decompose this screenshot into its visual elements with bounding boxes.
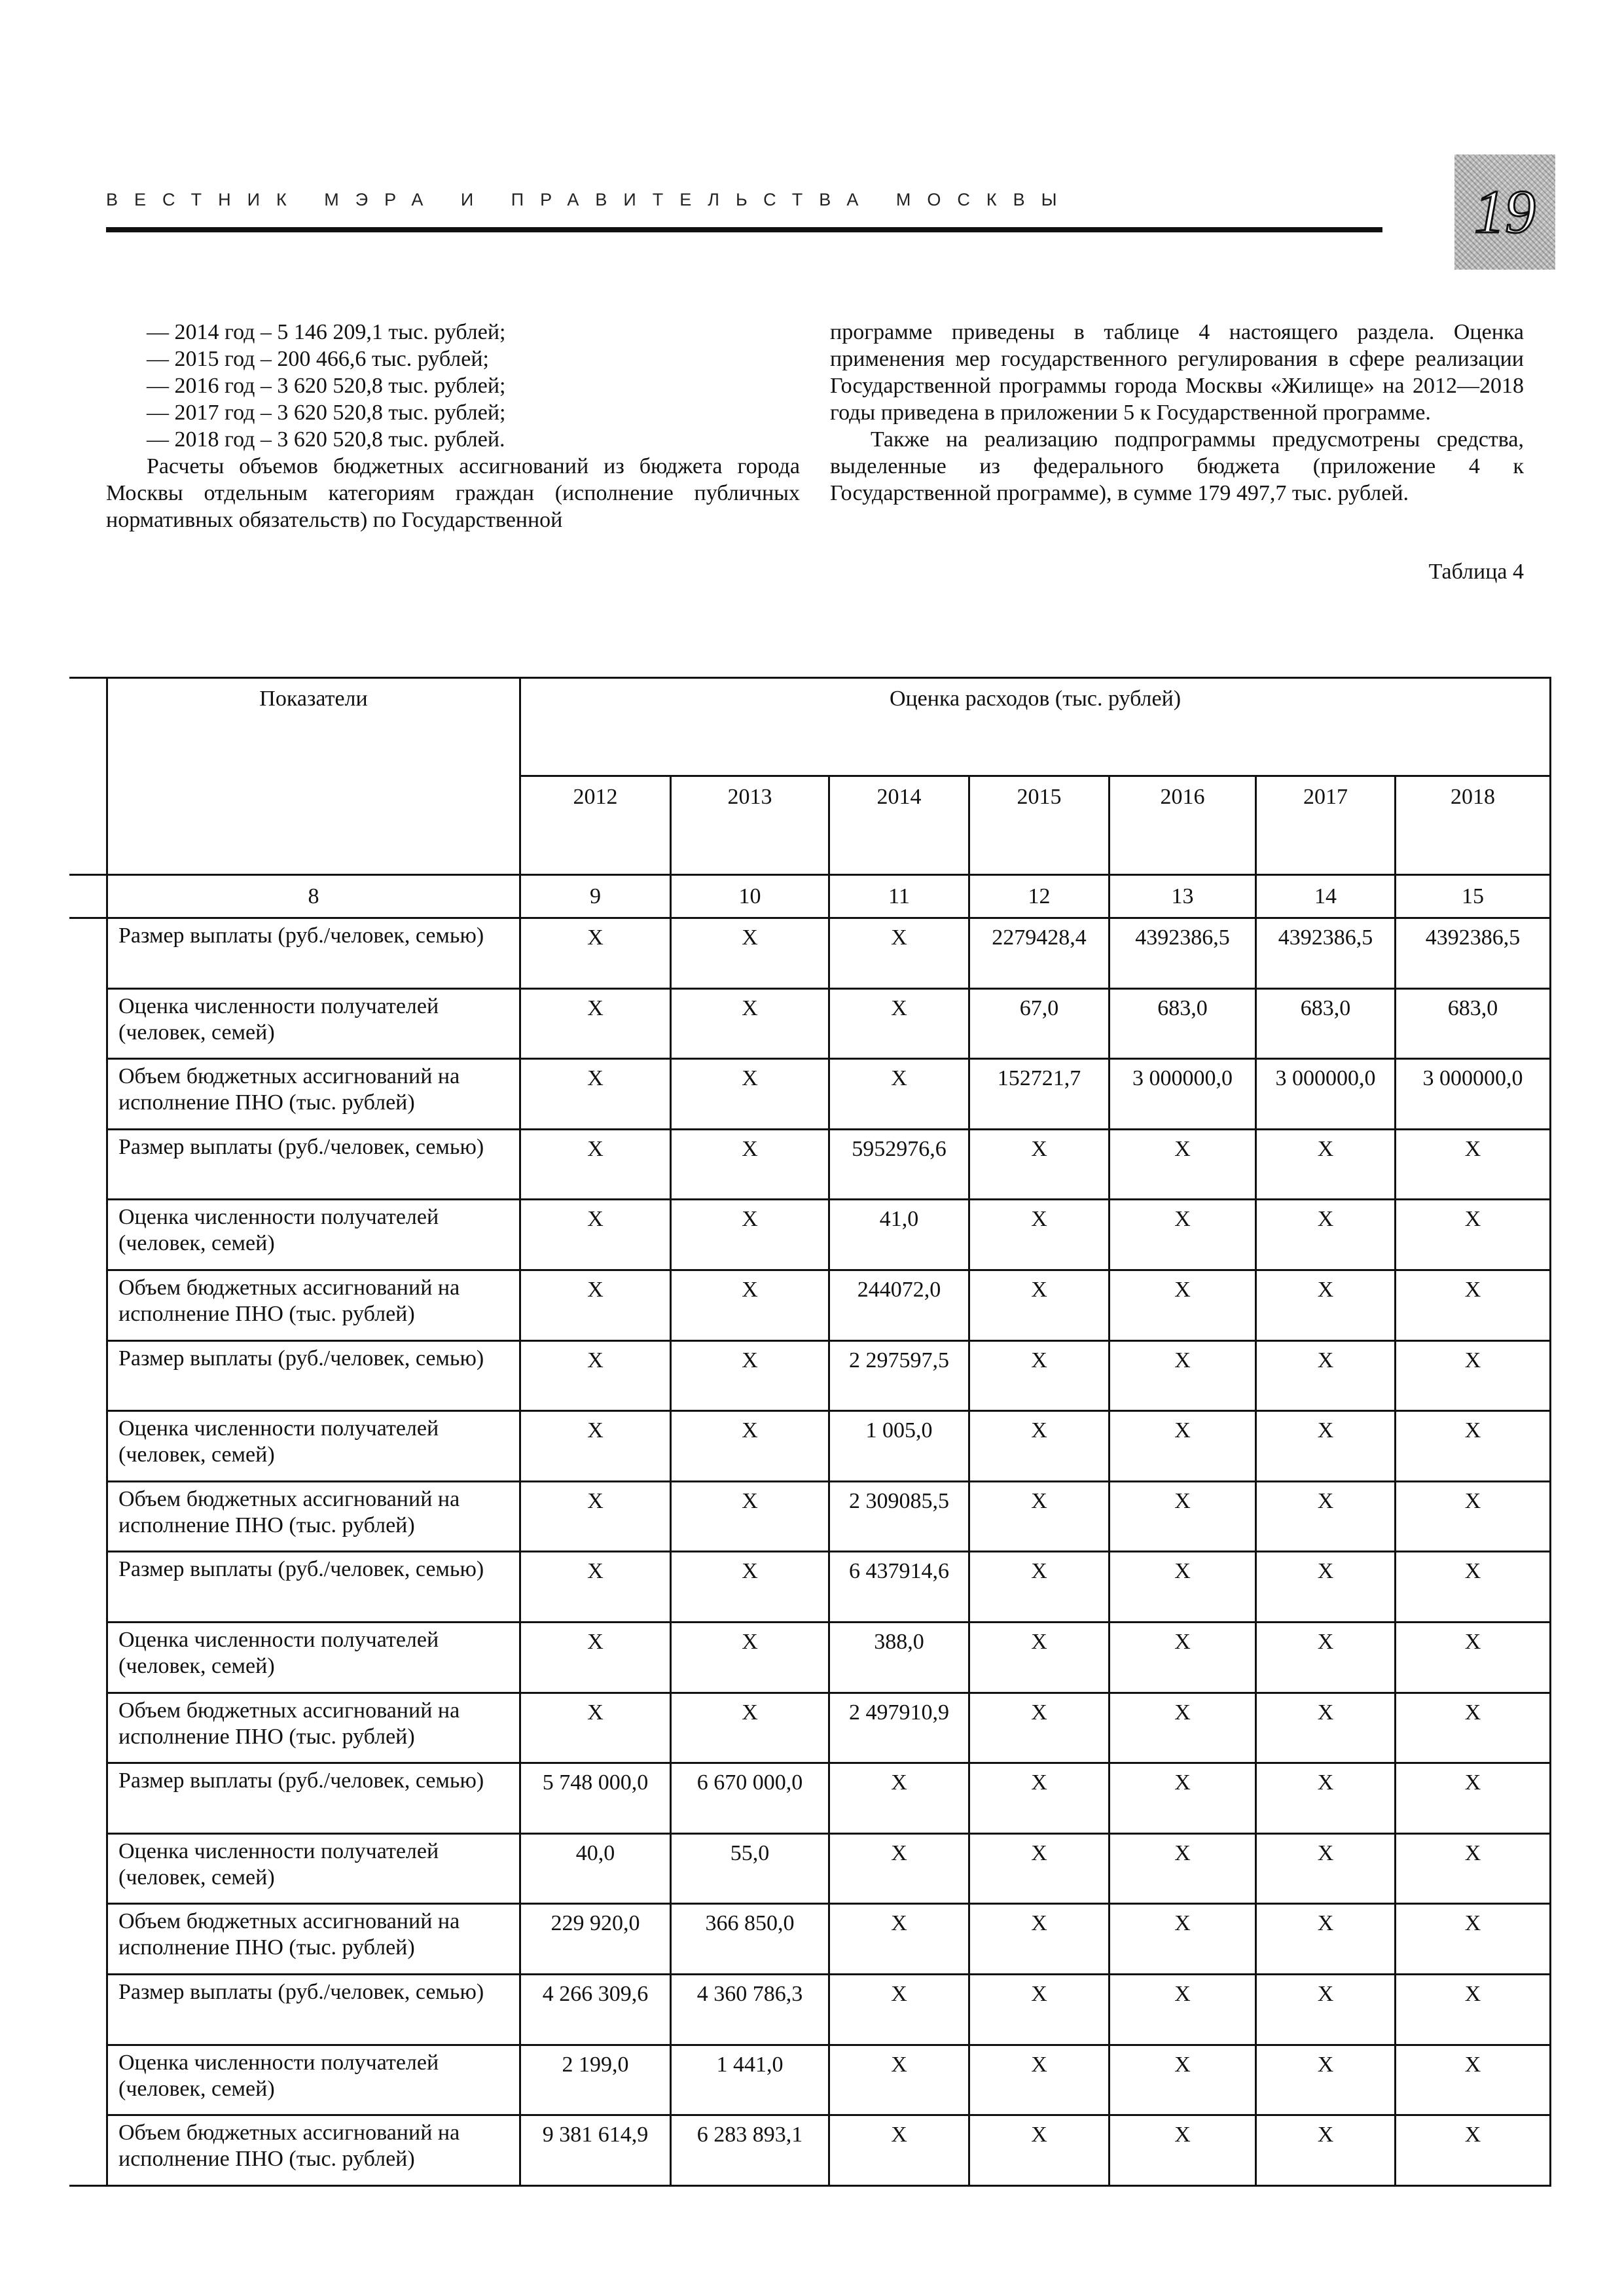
value-cell: Х — [969, 1129, 1110, 1200]
row-label: Размер выплаты (руб./человек, семью) — [107, 1552, 520, 1623]
page-number: 19 — [1474, 178, 1536, 246]
value-cell: 55,0 — [671, 1833, 829, 1904]
year-cell: 2017 — [1256, 776, 1396, 875]
value-cell: Х — [1110, 1270, 1256, 1340]
value-cell: 4392386,5 — [1256, 918, 1396, 989]
left-rule-bottom — [69, 2185, 107, 2187]
value-cell: 2 497910,9 — [829, 1693, 969, 1763]
left-column — [106, 319, 800, 533]
row-label: Объем бюджетных ассигнований на исполнение ПНО (тыс. рублей) — [107, 1481, 520, 1552]
column-number: 15 — [1396, 875, 1551, 918]
value-cell: Х — [969, 2045, 1110, 2115]
value-cell: Х — [1256, 1974, 1396, 2045]
value-cell: Х — [969, 1552, 1110, 1623]
value-cell: Х — [671, 988, 829, 1059]
budget-line-2016: — 2016 год – 3 620 520,8 тыс. рублей; — [147, 374, 506, 398]
column-number: 13 — [1110, 875, 1256, 918]
value-cell: 683,0 — [1256, 988, 1396, 1059]
value-cell: Х — [520, 1411, 671, 1482]
value-cell: 4392386,5 — [1396, 918, 1551, 989]
value-cell: Х — [1110, 1411, 1256, 1482]
column-number: 8 — [107, 875, 520, 918]
value-cell: Х — [1110, 1552, 1256, 1623]
value-cell: Х — [1110, 1693, 1256, 1763]
table-row — [107, 1411, 1551, 1482]
value-cell: Х — [969, 2115, 1110, 2186]
value-cell: Х — [520, 1200, 671, 1270]
value-cell: 4 360 786,3 — [671, 1974, 829, 2045]
value-cell: 3 000000,0 — [1110, 1059, 1256, 1130]
value-cell: Х — [1396, 2045, 1551, 2115]
value-cell: Х — [969, 1481, 1110, 1552]
value-cell: Х — [1110, 1622, 1256, 1693]
value-cell: 6 283 893,1 — [671, 2115, 829, 2186]
header-estimate: Оценка расходов (тыс. рублей) — [520, 678, 1551, 776]
value-cell: Х — [1256, 1622, 1396, 1693]
value-cell: Х — [1110, 1763, 1256, 1834]
value-cell: Х — [671, 1622, 829, 1693]
column-number: 14 — [1256, 875, 1396, 918]
budget-line-2017: — 2017 год – 3 620 520,8 тыс. рублей; — [147, 401, 506, 425]
value-cell: Х — [520, 1129, 671, 1200]
table-row — [107, 1833, 1551, 1904]
value-cell: Х — [520, 918, 671, 989]
value-cell: Х — [1396, 1481, 1551, 1552]
value-cell: Х — [520, 1340, 671, 1411]
value-cell: Х — [1256, 1763, 1396, 1834]
value-cell: Х — [1396, 1763, 1551, 1834]
value-cell: Х — [1256, 1340, 1396, 1411]
value-cell: 3 000000,0 — [1396, 1059, 1551, 1130]
value-cell: Х — [1396, 1411, 1551, 1482]
column-number-row — [107, 875, 1551, 918]
value-cell: 5952976,6 — [829, 1129, 969, 1200]
row-label: Оценка численности получателей (человек, семей) — [107, 1200, 520, 1270]
value-cell: Х — [1396, 1622, 1551, 1693]
value-cell: Х — [1256, 1270, 1396, 1340]
value-cell: 67,0 — [969, 988, 1110, 1059]
table-row — [107, 2045, 1551, 2115]
value-cell: Х — [1256, 1552, 1396, 1623]
budget-line-2018: — 2018 год – 3 620 520,8 тыс. рублей. — [147, 427, 505, 452]
value-cell: Х — [1110, 1833, 1256, 1904]
value-cell: 388,0 — [829, 1622, 969, 1693]
row-label: Размер выплаты (руб./человек, семью) — [107, 1340, 520, 1411]
value-cell: 41,0 — [829, 1200, 969, 1270]
row-label: Оценка численности получателей (человек, семей) — [107, 1411, 520, 1482]
value-cell: 6 670 000,0 — [671, 1763, 829, 1834]
value-cell: Х — [1256, 1200, 1396, 1270]
value-cell: Х — [1396, 1833, 1551, 1904]
left-rule-top — [69, 677, 107, 679]
value-cell: Х — [671, 1481, 829, 1552]
value-cell: 1 441,0 — [671, 2045, 829, 2115]
row-label: Оценка численности получателей (человек, семей) — [107, 1833, 520, 1904]
column-number: 12 — [969, 875, 1110, 918]
column-number: 9 — [520, 875, 671, 918]
row-label: Объем бюджетных ассигнований на исполнение ПНО (тыс. рублей) — [107, 1904, 520, 1975]
value-cell: Х — [520, 1552, 671, 1623]
table-row — [107, 1622, 1551, 1693]
value-cell: 2279428,4 — [969, 918, 1110, 989]
value-cell: Х — [520, 1481, 671, 1552]
table-row — [107, 1763, 1551, 1834]
table-row — [107, 1340, 1551, 1411]
table-row — [107, 2115, 1551, 2186]
value-cell: 2 309085,5 — [829, 1481, 969, 1552]
value-cell: 366 850,0 — [671, 1904, 829, 1975]
value-cell: Х — [671, 918, 829, 989]
value-cell: Х — [969, 1200, 1110, 1270]
value-cell: Х — [969, 1270, 1110, 1340]
year-cell: 2016 — [1110, 776, 1256, 875]
value-cell: Х — [969, 1763, 1110, 1834]
row-label: Объем бюджетных ассигнований на исполнение ПНО (тыс. рублей) — [107, 1059, 520, 1130]
value-cell: Х — [671, 1059, 829, 1130]
value-cell: 4392386,5 — [1110, 918, 1256, 989]
value-cell: Х — [969, 1833, 1110, 1904]
value-cell: 9 381 614,9 — [520, 2115, 671, 2186]
header-indicators: Показатели — [107, 678, 520, 875]
value-cell: Х — [969, 1904, 1110, 1975]
year-cell: 2018 — [1396, 776, 1551, 875]
value-cell: 229 920,0 — [520, 1904, 671, 1975]
table-row — [107, 1693, 1551, 1763]
value-cell: 6 437914,6 — [829, 1552, 969, 1623]
value-cell: Х — [520, 1622, 671, 1693]
value-cell: Х — [1396, 2115, 1551, 2186]
value-cell: Х — [969, 1693, 1110, 1763]
value-cell: Х — [1256, 2045, 1396, 2115]
column-number: 11 — [829, 875, 969, 918]
table-row — [107, 988, 1551, 1059]
year-cell: 2014 — [829, 776, 969, 875]
table-caption: Таблица 4 — [1428, 560, 1524, 584]
right-paragraph-1: программе приведены в таблице 4 настоящего раздела. Оценка применения мер государственного регулирования в сфере реализации Государственной программы города Москвы «Жилище» на 2012—2018 годы приведена в приложении 5 к Государственной программе. — [830, 320, 1524, 425]
value-cell: 152721,7 — [969, 1059, 1110, 1130]
value-cell: Х — [1110, 1974, 1256, 2045]
budget-line-2014: — 2014 год – 5 146 209,1 тыс. рублей; — [147, 320, 506, 344]
value-cell: Х — [1256, 1129, 1396, 1200]
value-cell: 40,0 — [520, 1833, 671, 1904]
estimate-table — [106, 677, 1551, 2187]
value-cell: Х — [671, 1552, 829, 1623]
value-cell: Х — [829, 2115, 969, 2186]
value-cell: Х — [671, 1693, 829, 1763]
value-cell: Х — [520, 1693, 671, 1763]
value-cell: Х — [829, 1974, 969, 2045]
left-rule-mid — [69, 874, 107, 876]
value-cell: Х — [520, 988, 671, 1059]
value-cell: Х — [829, 988, 969, 1059]
row-label: Оценка численности получателей (человек, семей) — [107, 2045, 520, 2115]
row-label: Размер выплаты (руб./человек, семью) — [107, 1974, 520, 2045]
table-row — [107, 1974, 1551, 2045]
left-rule-body — [69, 917, 107, 919]
value-cell: Х — [829, 1833, 969, 1904]
value-cell: Х — [520, 1270, 671, 1340]
value-cell: Х — [1110, 1200, 1256, 1270]
value-cell: 5 748 000,0 — [520, 1763, 671, 1834]
value-cell: Х — [969, 1622, 1110, 1693]
value-cell: Х — [1256, 2115, 1396, 2186]
row-label: Размер выплаты (руб./человек, семью) — [107, 1129, 520, 1200]
value-cell: Х — [671, 1129, 829, 1200]
value-cell: 683,0 — [1396, 988, 1551, 1059]
value-cell: 4 266 309,6 — [520, 1974, 671, 2045]
value-cell: Х — [1256, 1481, 1396, 1552]
table-row — [107, 1904, 1551, 1975]
table-row — [107, 1200, 1551, 1270]
value-cell: Х — [1396, 1693, 1551, 1763]
value-cell: 683,0 — [1110, 988, 1256, 1059]
value-cell: Х — [1110, 2115, 1256, 2186]
value-cell: Х — [1396, 1904, 1551, 1975]
value-cell: Х — [671, 1411, 829, 1482]
table-row — [107, 1129, 1551, 1200]
right-column — [830, 319, 1524, 507]
value-cell: Х — [969, 1340, 1110, 1411]
row-label: Объем бюджетных ассигнований на исполнение ПНО (тыс. рублей) — [107, 1270, 520, 1340]
value-cell: Х — [1110, 1340, 1256, 1411]
value-cell: Х — [1396, 1200, 1551, 1270]
value-cell: Х — [1396, 1129, 1551, 1200]
table-row — [107, 918, 1551, 989]
value-cell: Х — [1396, 1552, 1551, 1623]
row-label: Размер выплаты (руб./человек, семью) — [107, 1763, 520, 1834]
value-cell: 1 005,0 — [829, 1411, 969, 1482]
year-cell: 2015 — [969, 776, 1110, 875]
budget-line-2015: — 2015 год – 200 466,6 тыс. рублей; — [147, 347, 489, 371]
header-rule — [106, 227, 1382, 232]
value-cell: Х — [1256, 1693, 1396, 1763]
table-row — [107, 1552, 1551, 1623]
value-cell: 2 199,0 — [520, 2045, 671, 2115]
value-cell: Х — [1110, 2045, 1256, 2115]
journal-title: ВЕСТНИК МЭРА И ПРАВИТЕЛЬСТВА МОСКВЫ — [106, 190, 1074, 209]
table-body — [107, 918, 1551, 2186]
table-row — [107, 1059, 1551, 1130]
left-paragraph: Расчеты объемов бюджетных ассигнований из бюджета города Москвы отдельным категориям граждан (исполнение публичных нормативных обязательств) по Государственной — [106, 454, 800, 532]
value-cell: 3 000000,0 — [1256, 1059, 1396, 1130]
page-number-box — [1454, 154, 1555, 270]
table-row — [107, 1481, 1551, 1552]
row-label: Размер выплаты (руб./человек, семью) — [107, 918, 520, 989]
year-cell: 2012 — [520, 776, 671, 875]
value-cell: Х — [1110, 1129, 1256, 1200]
value-cell: Х — [969, 1411, 1110, 1482]
value-cell: Х — [1396, 1270, 1551, 1340]
column-number: 10 — [671, 875, 829, 918]
value-cell: Х — [1256, 1833, 1396, 1904]
value-cell: Х — [1110, 1481, 1256, 1552]
value-cell: Х — [829, 918, 969, 989]
row-label: Оценка численности получателей (человек, семей) — [107, 988, 520, 1059]
value-cell: 2 297597,5 — [829, 1340, 969, 1411]
value-cell: Х — [671, 1340, 829, 1411]
value-cell: Х — [829, 1059, 969, 1130]
value-cell: Х — [969, 1974, 1110, 2045]
value-cell: Х — [1256, 1904, 1396, 1975]
value-cell: Х — [1110, 1904, 1256, 1975]
right-paragraph-2: Также на реализацию подпрограммы предусмотрены средства, выделенные из федерального бюджета (приложение 4 к Государственной программе), в сумме 179 497,7 тыс. рублей. — [830, 427, 1524, 505]
row-label: Оценка численности получателей (человек, семей) — [107, 1622, 520, 1693]
row-label: Объем бюджетных ассигнований на исполнение ПНО (тыс. рублей) — [107, 1693, 520, 1763]
value-cell: 244072,0 — [829, 1270, 969, 1340]
value-cell: Х — [829, 1763, 969, 1834]
value-cell: Х — [520, 1059, 671, 1130]
year-cell: 2013 — [671, 776, 829, 875]
value-cell: Х — [1396, 1340, 1551, 1411]
value-cell: Х — [1396, 1974, 1551, 2045]
value-cell: Х — [1256, 1411, 1396, 1482]
row-label: Объем бюджетных ассигнований на исполнение ПНО (тыс. рублей) — [107, 2115, 520, 2186]
value-cell: Х — [829, 2045, 969, 2115]
table-row — [107, 1270, 1551, 1340]
value-cell: Х — [829, 1904, 969, 1975]
value-cell: Х — [671, 1270, 829, 1340]
value-cell: Х — [671, 1200, 829, 1270]
